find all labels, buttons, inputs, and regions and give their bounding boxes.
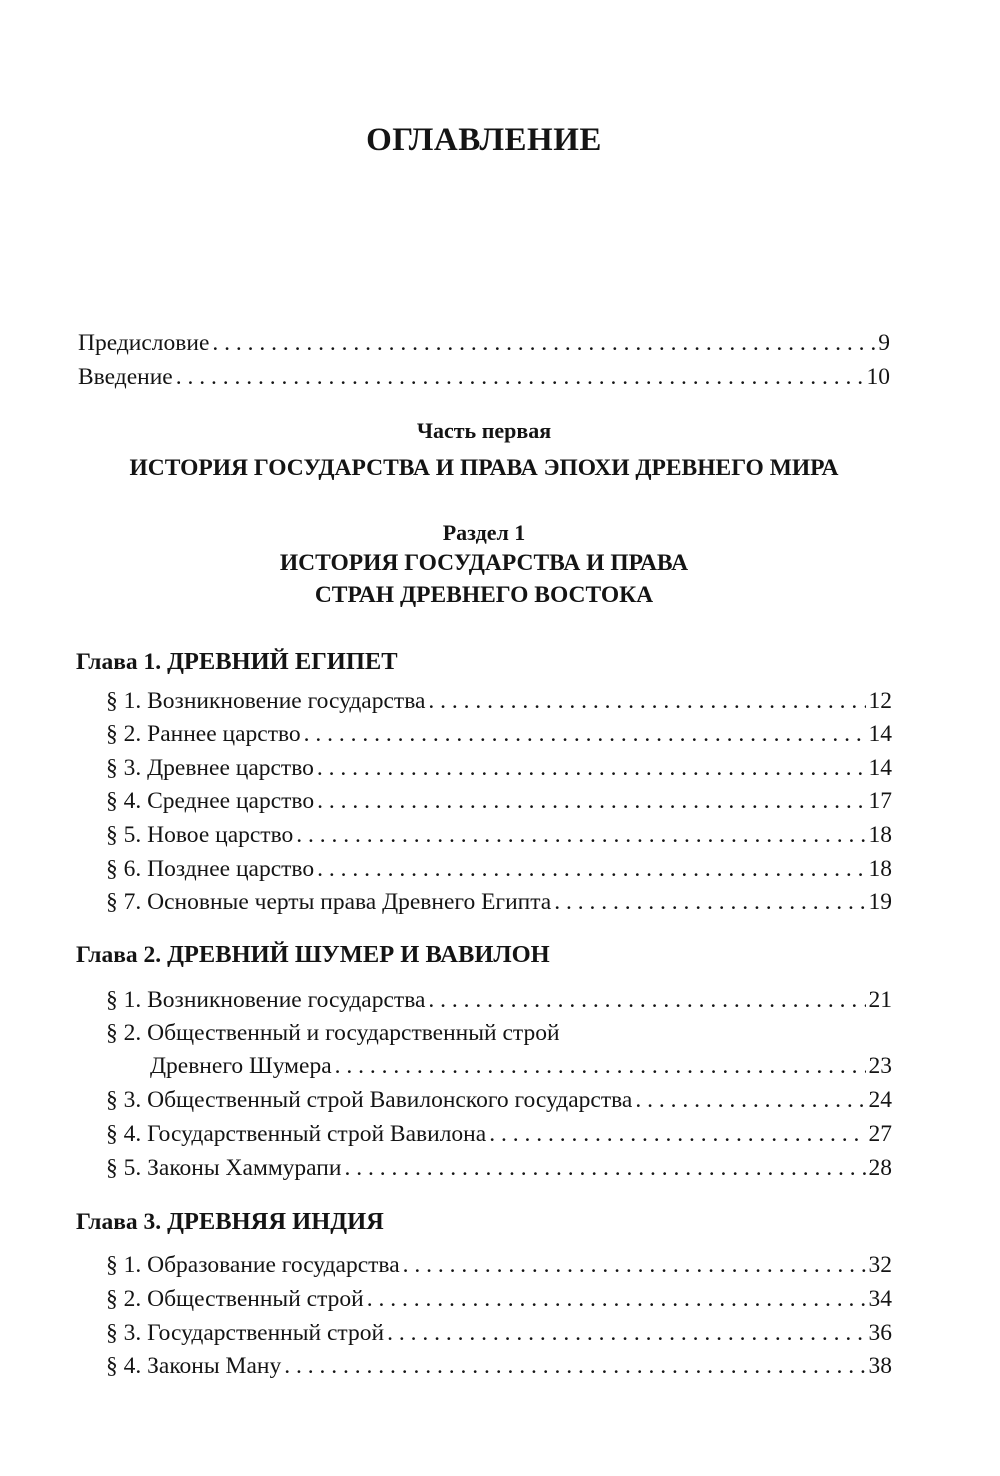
toc-entry[interactable] [106, 983, 892, 1017]
toc-entry[interactable] [106, 1248, 892, 1282]
toc-entry-title: § 3. Общественный строй Вавилонского государства [106, 1087, 633, 1113]
leader-dots [304, 717, 866, 751]
leader-dots [317, 751, 866, 785]
toc-entry-page: 28 [868, 1155, 892, 1181]
leader-dots [176, 360, 864, 394]
chapter-prefix: Глава 3. [76, 1209, 162, 1235]
toc-entry-title: § 1. Возникновение государства [106, 987, 426, 1013]
toc-entry[interactable] [106, 1316, 892, 1350]
leader-dots [635, 1083, 865, 1117]
toc-entry[interactable] [106, 717, 892, 751]
toc-entry-page: 18 [868, 856, 892, 882]
toc-entry-page: 12 [868, 688, 892, 714]
toc-entry-title: Введение [78, 364, 173, 390]
toc-entry[interactable] [106, 1151, 892, 1185]
leader-dots [296, 818, 865, 852]
toc-entry-page: 24 [868, 1087, 892, 1113]
toc-entry-page: 27 [868, 1121, 892, 1147]
toc-entry-title: § 2. Раннее царство [106, 721, 301, 747]
toc-entry-page: 14 [868, 755, 892, 781]
toc-entry-title: § 6. Позднее царство [106, 856, 315, 882]
part-title: ИСТОРИЯ ГОСУДАРСТВА И ПРАВА ЭПОХИ ДРЕВНЕГО МИРА [129, 455, 839, 481]
toc-entry[interactable] [106, 1349, 892, 1383]
toc-entry-preface[interactable] [78, 326, 890, 360]
toc-entry[interactable] [106, 751, 892, 785]
chapter-prefix: Глава 2. [76, 942, 162, 968]
leader-dots [367, 1282, 866, 1316]
section-title-line2: СТРАН ДРЕВНЕГО ВОСТОКА [314, 582, 654, 608]
section-title-line1: ИСТОРИЯ ГОСУДАРСТВА И ПРАВА [279, 550, 689, 576]
toc-entry[interactable] [106, 1117, 892, 1151]
chapter-title: ДРЕВНИЙ ЕГИПЕТ [167, 648, 398, 675]
leader-dots [344, 1151, 865, 1185]
part-label: Часть первая [416, 418, 552, 443]
toc-entry-title: § 5. Новое царство [106, 822, 294, 848]
toc-entry-page: 17 [868, 788, 892, 814]
toc-entry-page: 32 [868, 1252, 892, 1278]
leader-dots [212, 326, 875, 360]
toc-entry-page: 18 [868, 822, 892, 848]
leader-dots [428, 983, 865, 1017]
toc-entry-title: § 5. Законы Хаммурапи [106, 1155, 342, 1181]
toc-entry-title: § 3. Древнее царство [106, 755, 314, 781]
toc-entry-title: Предисловие [78, 330, 210, 356]
chapter-heading[interactable] [76, 941, 550, 969]
toc-entry[interactable] [106, 885, 892, 919]
toc-entry[interactable] [106, 684, 892, 718]
chapter-title: ДРЕВНЯЯ ИНДИЯ [167, 1208, 384, 1235]
leader-dots [335, 1049, 866, 1083]
toc-entry-title-line2: Древнего Шумера [150, 1053, 332, 1079]
toc-entry-page: 9 [878, 330, 890, 356]
toc-entry-title: § 4. Среднее царство [106, 788, 315, 814]
toc-entry-introduction[interactable] [78, 360, 890, 394]
toc-entry[interactable] [106, 1083, 892, 1117]
toc-entry[interactable] [150, 1049, 892, 1083]
chapter-heading[interactable] [76, 1208, 384, 1236]
toc-entry-page: 14 [868, 721, 892, 747]
toc-entry[interactable] [106, 818, 892, 852]
toc-entry-page: 19 [868, 889, 892, 915]
chapter-title: ДРЕВНИЙ ШУМЕР И ВАВИЛОН [167, 941, 550, 968]
toc-entry-title: § 3. Государственный строй [106, 1320, 385, 1346]
chapter-heading[interactable] [76, 648, 398, 676]
leader-dots [284, 1349, 865, 1383]
toc-entry-title-line1[interactable]: § 2. Общественный и государственный строй [106, 1020, 560, 1046]
leader-dots [403, 1248, 866, 1282]
leader-dots [387, 1316, 865, 1350]
toc-entry-title: § 1. Образование государства [106, 1252, 400, 1278]
leader-dots [554, 885, 865, 919]
toc-entry-title: § 4. Государственный строй Вавилона [106, 1121, 487, 1147]
toc-entry[interactable] [106, 852, 892, 886]
toc-entry-title: § 1. Возникновение государства [106, 688, 426, 714]
toc-entry-title: § 4. Законы Ману [106, 1353, 282, 1379]
toc-entry-title: § 7. Основные черты права Древнего Египта [106, 889, 552, 915]
toc-entry-page: 21 [868, 987, 892, 1013]
page-title: ОГЛАВЛЕНИЕ [366, 122, 602, 158]
toc-entry[interactable] [106, 784, 892, 818]
toc-entry-page: 23 [868, 1053, 892, 1079]
section-label: Раздел 1 [442, 520, 526, 545]
chapter-prefix: Глава 1. [76, 649, 162, 675]
toc-entry-title: § 2. Общественный строй [106, 1286, 364, 1312]
toc-entry-page: 38 [868, 1353, 892, 1379]
toc-entry-page: 10 [866, 364, 890, 390]
toc-entry-page: 34 [868, 1286, 892, 1312]
leader-dots [317, 784, 865, 818]
toc-entry-page: 36 [868, 1320, 892, 1346]
leader-dots [489, 1117, 865, 1151]
leader-dots [317, 852, 865, 886]
leader-dots [428, 684, 865, 718]
toc-entry[interactable] [106, 1282, 892, 1316]
